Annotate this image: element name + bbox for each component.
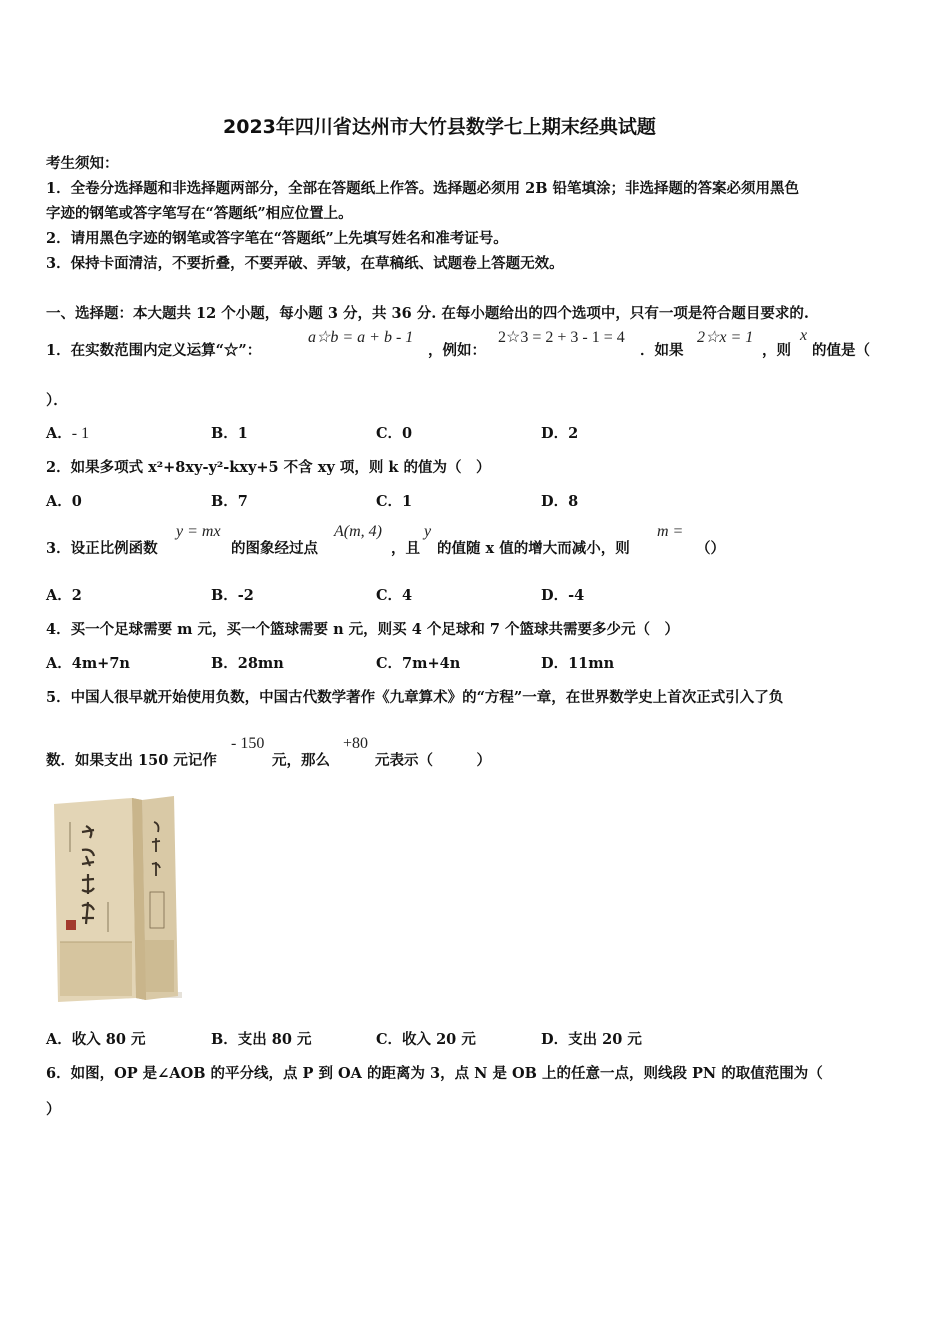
q5-option-a: A．收入 80 元 [46,1031,146,1048]
q5-text-2: 元，那么 [272,752,330,769]
q3-text-2: 的图象经过点 [231,540,318,557]
notice-line-3: 3．保持卡面清洁，不要折叠，不要弄破、弄皱，在草稿纸、试题卷上答题无效。 [46,255,564,272]
q2-option-d: D．8 [541,493,579,510]
q5-option-d: D．支出 20 元 [541,1031,642,1048]
q3-text-1: 3．设正比例函数 [46,540,158,557]
q3-formula-point: A(m, 4) [334,523,382,540]
q4-option-b: B．28mn [211,655,284,672]
q1-text-3: ．如果 [640,342,684,359]
q6-text-end: ） [46,1101,61,1118]
q3-formula-m: m = [657,523,684,540]
q6-line-1: 6．如图，OP 是∠AOB 的平分线，点 P 到 OA 的距离为 3，点 N 是 OB 上的任意一点，则线段 PN 的取值范围为（ [46,1065,823,1082]
q4-option-c: C．7m+4n [376,655,461,672]
q3-option-b: B．-2 [211,587,254,604]
q5-option-b: B．支出 80 元 [211,1031,312,1048]
q5-text-1: 数．如果支出 150 元记作 [46,752,217,769]
q2-text: 2．如果多项式 x²+8xy-y²-kxy+5 不含 xy 项，则 k 的值为（ ） [46,459,491,476]
q3-option-a: A．2 [46,587,82,604]
book-illustration [46,792,192,1004]
q1-variable-x: x [800,327,808,344]
q5-line-1: 5．中国人很早就开始使用负数，中国古代数学著作《九章算术》的“方程”一章，在世界数学史上首次正式引入了负 [46,689,784,706]
q1-formula-example: 2☆3 = 2 + 3 - 1 = 4 [498,329,625,346]
q1-option-d: D．2 [541,425,579,442]
q5-option-c: C．收入 20 元 [376,1031,476,1048]
q3-text-3: ，且 [391,540,420,557]
q1-option-c: C．0 [376,425,413,442]
q1-formula-def: a☆b = a + b - 1 [308,329,414,346]
q4-text: 4．买一个足球需要 m 元，买一个篮球需要 n 元，则买 4 个足球和 7 个篮球共需要多少元（ ） [46,621,680,638]
q1-option-a [46,422,89,443]
q5-formula-plus-80: +80 [343,735,369,752]
q5-text-3: 元表示（ ） [375,752,491,769]
q4-option-d: D．11mn [541,655,615,672]
page-title: 2023年四川省达州市大竹县数学七上期末经典试题 [223,116,656,138]
q1-text-5: 的值是（ [812,342,870,359]
section-heading: 一、选择题：本大题共 12 个小题，每小题 3 分，共 36 分. 在每小题给出的四个选项中，只有一项是符合题目要求的. [46,305,809,322]
q2-option-c: C．1 [376,493,413,510]
q1-formula-condition: 2☆x = 1 [697,329,754,346]
notice-line-1a: 1．全卷分选择题和非选择题两部分，全部在答题纸上作答。选择题必须用 2B 铅笔填涂；非选择题的答案必须用黑色 [46,180,800,197]
notice-heading: 考生须知： [46,155,119,172]
q1-text-1: 1．在实数范围内定义运算“☆”： [46,342,262,359]
q3-text-5: （） [696,540,725,557]
q1-text-4: ，则 [762,342,791,359]
q3-option-c: C．4 [376,587,413,604]
q3-option-d: D．-4 [541,587,585,604]
q3-variable-y: y [424,523,432,540]
q1-text-end: ）． [46,392,68,409]
q5-formula-minus-150: - 150 [231,735,265,752]
q1-option-a-label: A． [46,425,72,442]
q1-option-b: B．1 [211,425,248,442]
q3-text-4: 的值随 x 值的增大而减小，则 [437,540,630,557]
q3-formula-function: y = mx [176,523,221,540]
notice-line-1b: 字迹的钢笔或答字笔写在“答题纸”相应位置上。 [46,205,353,222]
q2-option-b: B．7 [211,493,248,510]
q1-option-a-value: - 1 [71,425,90,442]
q4-option-a: A．4m+7n [46,655,130,672]
notice-line-2: 2．请用黑色字迹的钢笔或答字笔在“答题纸”上先填写姓名和准考证号。 [46,230,508,247]
q1-text-2: ，例如： [428,342,486,359]
q2-option-a: A．0 [46,493,82,510]
